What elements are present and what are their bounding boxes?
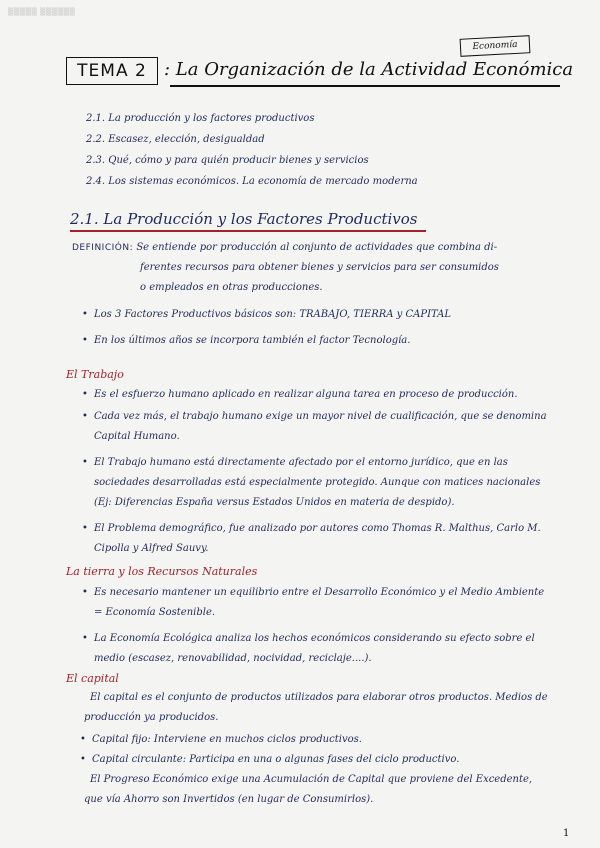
list-item: • El Trabajo humano está directamente afectado por el entorno jurídico, que en las sociedades desarrolladas está especialmente protegido. Aunque con matices nacionales (Ej: Diferencias España versus Estados Unidos en materia de despido). — [82, 453, 552, 513]
toc-item: 2.1. La producción y los factores productivos — [86, 113, 315, 124]
capital-list — [80, 730, 550, 772]
toc-item: 2.2. Escasez, elección, desigualdad — [86, 134, 265, 145]
page-number: 1 — [563, 828, 570, 839]
toc-item: 2.4. Los sistemas económicos. La economía de mercado moderna — [86, 176, 418, 187]
definition-text: o empleados en otras producciones. — [140, 282, 323, 293]
definition-text: ferentes recursos para obtener bienes y servicios para ser consumidos — [140, 262, 499, 273]
title-underline — [170, 85, 560, 87]
section-underline — [70, 230, 426, 232]
list-item: • El Problema demográfico, fue analizado por autores como Thomas R. Malthus, Carlo M. Cipolla y Alfred Sauvy. — [82, 519, 552, 559]
capital-closing: El Progreso Económico exige una Acumulación de Capital que proviene del Excedente, que vía Ahorro son Invertidos (en lugar de Consumirlos). — [84, 774, 533, 805]
trabajo-list — [82, 385, 552, 561]
capital-heading: El capital — [66, 672, 119, 685]
table-of-contents — [86, 108, 418, 192]
trabajo-heading: El Trabajo — [66, 368, 124, 381]
definition-text: Se entiende por producción al conjunto de actividades que combina di- — [136, 242, 498, 253]
factors-list — [82, 305, 552, 353]
subject-badge: Economía — [460, 35, 531, 57]
list-item: • Es el esfuerzo humano aplicado en realizar alguna tarea en proceso de producción. — [82, 385, 552, 405]
page-title: : La Organización de la Actividad Económica — [164, 59, 574, 80]
definition-block — [72, 238, 572, 298]
tierra-heading: La tierra y los Recursos Naturales — [66, 565, 258, 578]
capital-intro: El capital es el conjunto de productos utilizados para elaborar otros productos. Medios de producción ya producidos. — [84, 692, 548, 723]
toc-item: 2.3. Qué, cómo y para quién producir bienes y servicios — [86, 155, 369, 166]
tierra-list — [82, 583, 552, 671]
scan-watermark: ▒▒▒▒▒ ▒▒▒▒▒▒ — [8, 8, 76, 16]
list-item: • En los últimos años se incorpora también el factor Tecnología. — [82, 331, 552, 351]
list-item: • La Economía Ecológica analiza los hechos económicos considerando su efecto sobre el medio (escasez, renovabilidad, nocividad, reciclaje....). — [82, 629, 552, 669]
list-item: • Cada vez más, el trabajo humano exige un mayor nivel de cualificación, que se denomina Capital Humano. — [82, 407, 552, 447]
list-item: • Capital fijo: Interviene en muchos ciclos productivos. — [80, 730, 550, 750]
list-item: • Es necesario mantener un equilibrio entre el Desarrollo Económico y el Medio Ambiente = Economía Sostenible. — [82, 583, 552, 623]
section-title: 2.1. La Producción y los Factores Productivos — [70, 210, 418, 228]
list-item: • Capital circulante: Participa en una o algunas fases del ciclo productivo. — [80, 750, 550, 770]
tema-label: TEMA 2 — [66, 57, 158, 85]
definition-label: DEFINICIÓN: — [72, 243, 134, 253]
list-item: • Los 3 Factores Productivos básicos son: TRABAJO, TIERRA y CAPITAL — [82, 305, 552, 325]
